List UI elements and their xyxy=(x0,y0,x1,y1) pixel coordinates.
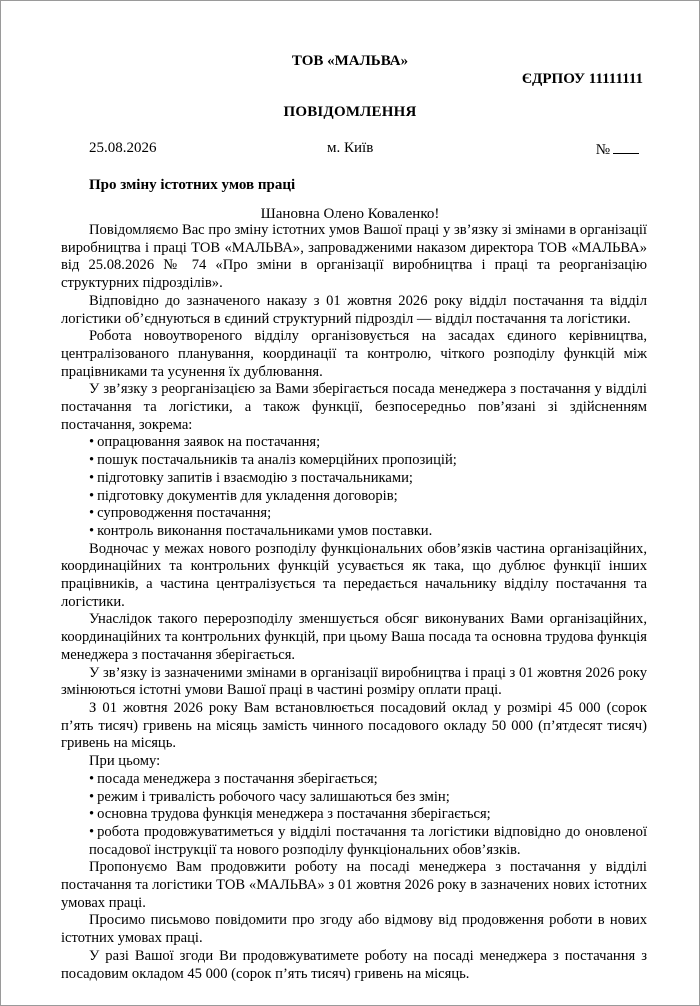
paragraph: Унаслідок такого перерозподілу зменшується обсяг виконуваних Вами організаційних, координаційних та контрольних функцій, при цьому Ваша посада та основна трудова функція менеджера з постачання зберігається. xyxy=(61,611,647,663)
functions-list xyxy=(61,434,647,540)
list-item: • опрацювання заявок на постачання; xyxy=(89,434,647,452)
document-title: ПОВІДОМЛЕННЯ xyxy=(283,104,417,120)
number-blank xyxy=(613,140,639,154)
list-item: • контроль виконання постачальниками умов поставки. xyxy=(89,523,647,541)
paragraph: У зв’язку із зазначеними змінами в організації виробництва і праці з 01 жовтня 2026 року змінюються істотні умови Вашої праці в частині розміру оплати праці. xyxy=(61,664,647,699)
paragraph: Відповідно до зазначеного наказу з 01 жовтня 2026 року відділ постачання та відділ логістики об’єднуються в єдиний структурний підрозділ — відділ постачання та логістики. xyxy=(61,292,647,327)
salutation: Шановна Олено Коваленко! xyxy=(260,206,440,222)
paragraph: Повідомляємо Вас про зміну істотних умов Вашої праці у зв’язку зі змінами в організації виробництва і праці ТОВ «МАЛЬВА», запровадженими наказом директора ТОВ «МАЛЬВА» від 25.08.2026 № 74 «Про зміни в організації виробництва і праці та реорганізацію структурних підрозділів». xyxy=(61,222,647,292)
paragraph: З 01 жовтня 2026 року Вам встановлюється посадовий оклад у розмірі 45 000 (сорок п’ять тисяч) гривень на місяць замість чинного посадового окладу 50 000 (п’ятдесят тисяч) гривень на місяць. xyxy=(61,699,647,752)
list-item: • пошук постачальників та аналіз комерційних пропозицій; xyxy=(89,452,647,470)
document-date: 25.08.2026 xyxy=(89,140,157,156)
list-item: • основна трудова функція менеджера з постачання зберігається; xyxy=(89,806,647,824)
document-body xyxy=(61,222,647,983)
company-name: ТОВ «МАЛЬВА» xyxy=(291,53,409,69)
paragraph: Просимо письмово повідомити про згоду або відмову від продовження роботи в нових істотних умовах праці. xyxy=(61,912,647,947)
meta-row xyxy=(89,140,641,160)
paragraph: Водночас у межах нового розподілу функціональних обов’язків частина організаційних, координаційних та контрольних функцій усувається як така, що дублює функції інших працівників, а частина централізується та передається начальнику відділу постачання та логістики. xyxy=(61,540,647,610)
number-label: № xyxy=(595,142,610,158)
paragraph: У зв’язку з реорганізацією за Вами зберігається посада менеджера з постачання у відділі постачання та логістики, а також функції, безпосередньо пов’язані зі здійсненням постачання, зокрема: xyxy=(61,381,647,433)
paragraph: У разі Вашої згоди Ви продовжуватимете роботу на посаді менеджера з постачання з посадовим окладом 45 000 (сорок п’ять тисяч) гривень на місяць. xyxy=(61,947,647,982)
list-item: • підготовку документів для укладення договорів; xyxy=(89,488,647,506)
list-item: • супроводження постачання; xyxy=(89,505,647,523)
document-number xyxy=(596,140,639,159)
list-item: • посада менеджера з постачання зберігається; xyxy=(89,771,647,789)
document-subject: Про зміну істотних умов праці xyxy=(89,177,296,193)
list-item: • режим і тривалість робочого часу залишаються без змін; xyxy=(89,789,647,807)
document-city: м. Київ xyxy=(327,140,374,156)
paragraph: Робота новоутвореного відділу організовується на засадах єдиного керівництва, централізованого планування, координації та контролю, чіткого розподілу функцій між працівниками та усунення їх дублювання. xyxy=(61,328,647,380)
paragraph: Пропонуємо Вам продовжити роботу на посаді менеджера з постачання у відділі постачання та логістики ТОВ «МАЛЬВА» з 01 жовтня 2026 року в зазначених нових істотних умовах праці. xyxy=(61,859,647,911)
list-item: • підготовку запитів і взаємодію з постачальниками; xyxy=(89,470,647,488)
paragraph: При цьому: xyxy=(89,753,161,770)
conditions-list xyxy=(61,771,647,860)
list-item: • робота продовжуватиметься у відділі постачання та логістики відповідно до оновленої посадової інструкції та нового розподілу функціональних обов’язків. xyxy=(89,824,647,859)
edrpou-code: ЄДРПОУ 11111111 xyxy=(521,71,643,87)
